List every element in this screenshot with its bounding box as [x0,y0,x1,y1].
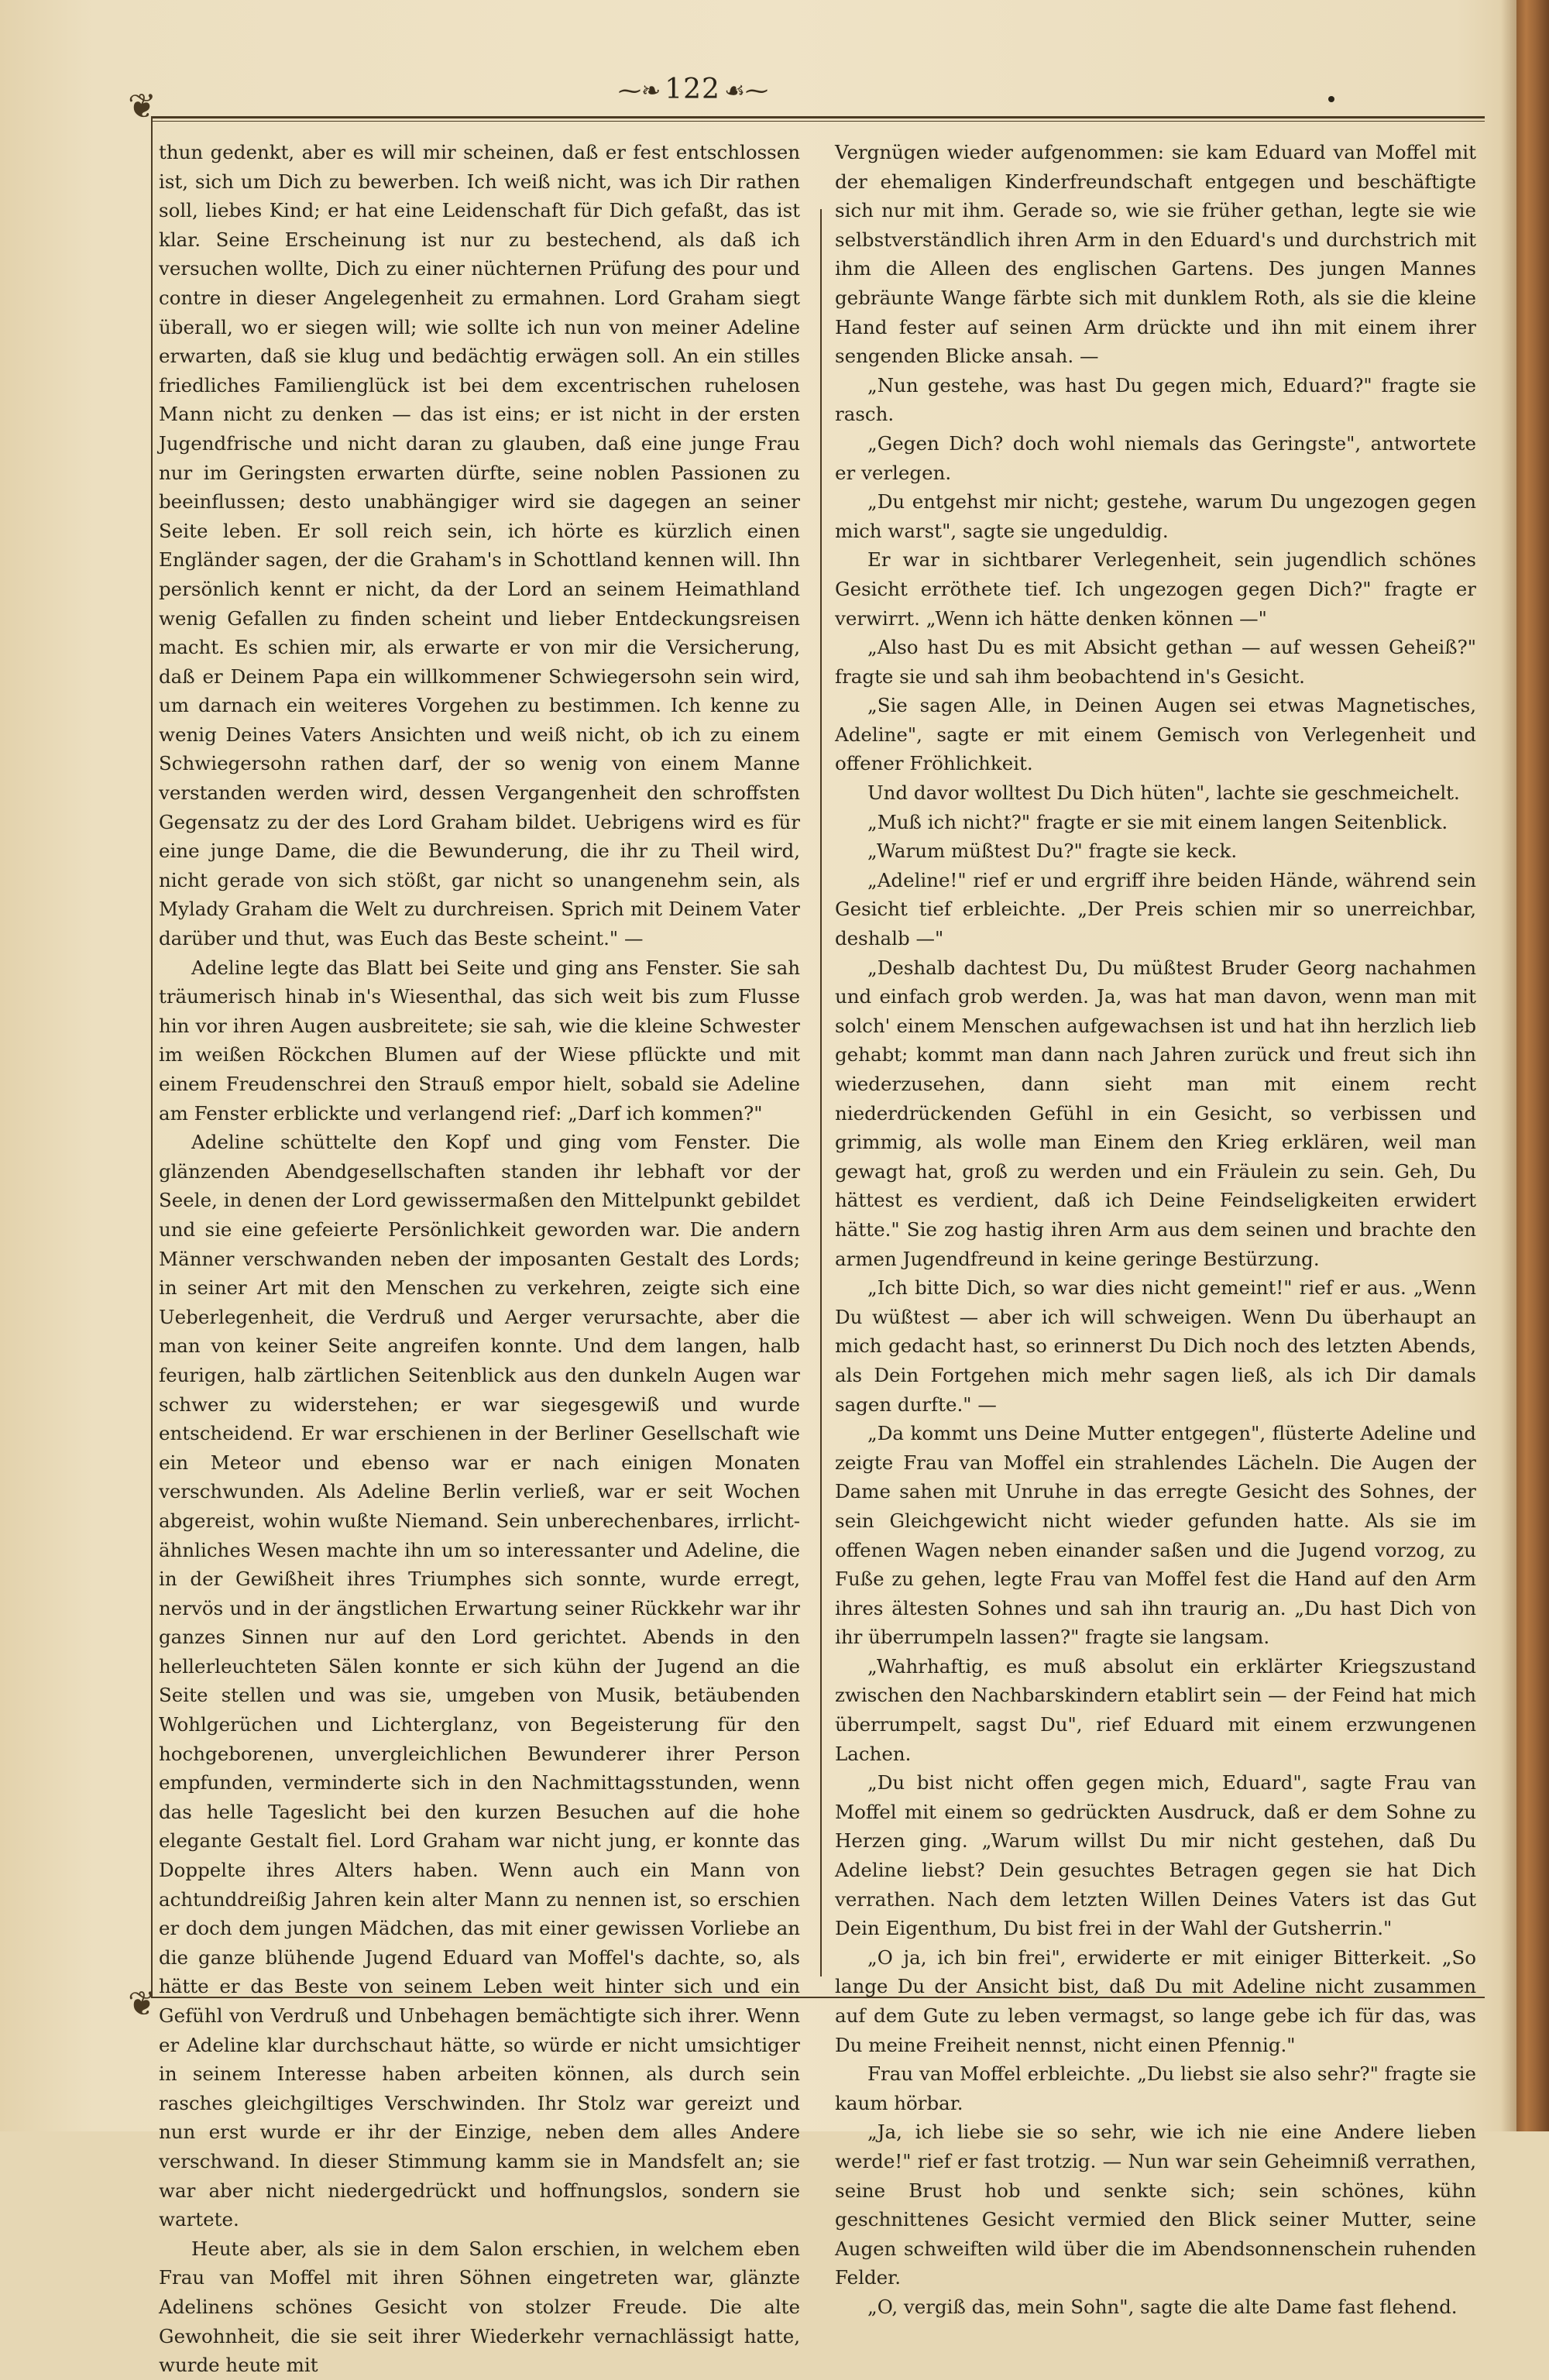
paragraph: „Also hast Du es mit Absicht gethan — auf wessen Geheiß?" fragte sie und sah ihm beobachtend in's Gesicht. [835,636,1476,688]
top-rule [151,116,1485,118]
binding-shadow [1501,0,1516,2131]
paragraph: „Warum müßtest Du?" fragte sie keck. [867,840,1238,863]
paragraph: „Wahrhaftig, es muß absolut ein erklärter Kriegszustand zwischen den Nachbarskindern etablirt sein — der Feind hat mich überrumpelt, sagst Du", rief Eduard mit einem erzwungenen Lachen. [835,1654,1476,1765]
paragraph: „Du bist nicht offen gegen mich, Eduard", sagte Frau van Moffel mit einem so gedrückten Ausdruck, daß er dem Sohne zu Herzen ging. „Warum willst Du mir nicht gestehen, daß Du Adeline liebst? Dein gesuchtes Betragen gegen sie hat Dich verrathen. Nach dem letzten Willen Deines Vaters ist das Gut Dein Eigenthum, Du bist frei in der Wahl der Gutsherrin." [835,1771,1476,1940]
page-header [577,74,809,105]
paragraph: „Ja, ich liebe sie so sehr, wie ich nie eine Andere lieben werde!" rief er fast trotzig. — Nun war sein Geheimniß verrathen, seine Brust hob und senkte sich; sein schönes, kühn geschnittenes Gesicht vermied den Blick seiner Mutter, seine Augen schweiften wild über die im Abendsonnenschein ruhenden Felder. [835,2121,1476,2289]
book-binding [1516,0,1549,2131]
left-rule [151,116,153,1998]
paragraph: „Gegen Dich? doch wohl niemals das Geringste", antwortete er verlegen. [835,431,1476,484]
paragraph: „Sie sagen Alle, in Deinen Augen sei etwas Magnetisches, Adeline", sagte er mit einem Gemisch von Verlegenheit und offener Fröhlichkeit. [835,694,1476,775]
paragraph: Adeline legte das Blatt bei Seite und ging ans Fenster. Sie sah träumerisch hinab in's Wiesenthal, das sich weit bis zum Flusse hin vor ihren Augen ausbreitete; sie sah, wie die kleine Schwester im weißen Röckchen Blumen auf der Wiese pflückte und mit einem Freudenschrei den Strauß empor hielt, sobald sie Adeline am Fenster erblickte und verlangend rief: „Darf ich kommen?" [159,956,800,1125]
paragraph: „O, vergiß das, mein Sohn", sagte die alte Dame fast flehend. [867,2295,1458,2318]
paragraph: Adeline schüttelte den Kopf und ging vom Fenster. Die glänzenden Abendgesellschaften standen ihr lebhaft vor der Seele, in denen der Lord gewissermaßen den Mittelpunkt gebildet und sie eine gefeierte Persönlichkeit geworden war. Die andern Männer verschwanden neben der imposanten Gestalt des Lords; in seiner Art mit den Menschen zu verkehren, zeigte sich eine Ueberlegenheit, die Verdruß und Aerger verursachte, aber die man von keiner Seite angreifen konnte. Und dem langen, halb feurigen, halb zärtlichen Seitenblick aus den dunkeln Augen war schwer zu widerstehen; er war siegesgewiß und wurde entscheidend. Er war erschienen in der Berliner Gesellschaft wie ein Meteor und ebenso war er nach einigen Monaten verschwunden. Als Adeline Berlin verließ, war er seit Wochen abgereist, wohin wußte Niemand. Sein unberechenbares, irrlicht-ähnliches Wesen machte ihn um so interessanter und Adeline, die in der Gewißheit ihres Triumphes sich sonnte, wurde erregt, nervös und in der ängstlichen Erwartung seiner Rückkehr war ihr ganzes Sinnen nur auf den Lord gerichtet. Abends in den hellerleuchteten Sälen konnte er sich kühn der Jugend an die Seite stellen und was sie, umgeben von Musik, betäubenden Wohlgerüchen und Lichterglanz, von Begeisterung für den hochgeborenen, unvergleichlichen Bewunderer ihrer Person empfunden, verminderte sich in den Nachmittagsstunden, wenn das helle Tageslicht bei den kurzen Besuchen auf die hohe elegante Gestalt fiel. Lord Graham war nicht jung, er konnte das Doppelte ihres Alters haben. Wenn auch ein Mann von achtunddreißig Jahren kein alter Mann zu nennen ist, so erschien er doch dem jungen Mädchen, das mit einer gewissen Vorliebe an die ganze blühende Jugend Eduard van Moffel's dachte, so, als hätte er das Beste von seinem Leben weit hinter sich und ein Gefühl von Verdruß und Unbehagen bemächtigte sich ihrer. Wenn er Adeline klar durchschaut hätte, so würde er nicht umsichtiger in seinem Interesse haben arbeiten können, als durch sein rasches gleichgiltiges Verschwinden. Ihr Stolz war gereizt und nun erst wurde er ihr der Einzige, neben dem alles Andere verschwand. In dieser Stimmung kamm sie in Mandsfelt an; sie war aber nicht niedergedrückt und hoffnungslos, sondern sie wartete. [159,1131,800,2231]
paragraph: thun gedenkt, aber es will mir scheinen, daß er fest entschlossen ist, sich um Dich zu bewerben. Ich weiß nicht, was ich Dir rathen soll, liebes Kind; er hat eine Leidenschaft für Dich gefaßt, das ist klar. Seine Erscheinung ist nur zu bestechend, als daß ich versuchen wollte, Dich zu einer nüchternen Prüfung des pour und contre in dieser Angelegenheit zu ermahnen. Lord Graham siegt überall, wo er siegen will; wie sollte ich nun von meiner Adeline erwarten, daß sie klug und bedächtig erwägen soll. An ein stilles friedliches Familienglück ist bei dem excentrischen ruhelosen Mann nicht zu denken — das ist eins; er ist nicht in der ersten Jugendfrische und nicht daran zu glauben, daß eine junge Frau nur im Geringsten erwarten dürfte, seine noblen Passionen zu beeinflussen; desto unabhängiger wird sie dagegen an seiner Seite leben. Er soll reich sein, ich hörte es kürzlich einen Engländer sagen, der die Graham's in Schottland kennen will. Ihn persönlich kennt er nicht, da der Lord an seinem Heimathland wenig Gefallen zu finden scheint und lieber Entdeckungsreisen macht. Es schien mir, als erwarte er von mir die Versicherung, daß er Deinem Papa ein willkommener Schwiegersohn sein wird, um darnach ein weiteres Vorgehen zu bestimmen. Ich kenne zu wenig Deines Vaters Ansichten und weiß nicht, ob ich zu einem Schwiegersohn rathen darf, der so wenig von einem Manne verstanden werden wird, dessen Vergangenheit den schroffsten Gegensatz zu der des Lord Graham bildet. Uebrigens wird es für eine junge Dame, die die Bewunderung, die ihr zu Theil wird, nicht gerade von sich stößt, gar nicht so unangenehm sein, als Mylady Graham die Welt zu durchreisen. Sprich mit Deinem Vater darüber und thut, was Euch das Beste scheint." — [159,141,800,950]
top-rule-thin [151,121,1485,122]
left-column [159,138,800,2380]
paragraph: Er war in sichtbarer Verlegenheit, sein jugendlich schönes Gesicht erröthete tief. Ich ungezogen gegen Dich?" fragte er verwirrt. „Wenn ich hätte denken können —" [835,548,1476,630]
page-number: 122 [665,74,720,105]
paragraph: „Da kommt uns Deine Mutter entgegen", flüsterte Adeline und zeigte Frau van Moffel ein strahlendes Lächeln. Die Augen der Dame sahen mit Unruhe in das erregte Gesicht des Sohnes, der sein Gleichgewicht nicht wieder gefunden hatte. Als sie im offenen Wagen neben einander saßen und die Jugend vorzog, zu Fuße zu gehen, legte Frau van Moffel fest die Hand auf den Arm ihres ältesten Sohnes und sah ihn traurig an. „Du hast Dich von ihr überrumpeln lassen?" fragte sie langsam. [835,1422,1476,1649]
paragraph: „Muß ich nicht?" fragte er sie mit einem langen Seitenblick. [867,810,1448,833]
header-dot [1328,96,1334,102]
column-divider [820,209,822,1976]
ornament-right-icon: ☙⁓ [724,77,768,105]
paragraph: „Deshalb dachtest Du, Du müßtest Bruder Georg nachahmen und einfach grob werden. Ja, was hat man davon, wenn man mit solch' einem Menschen aufgewachsen ist und hat ihn herzlich lieb gehabt; kommt man dann nach Jahren zurück und freut sich ihn wiederzusehen, dann sieht man mit einem recht niederdrückenden Gefühl in ein Gesicht, so verbissen und grimmig, als wolle man Einem den Krieg erklären, weil man gewagt hat, groß zu werden und ein Fräulein zu sein. Geh, Du hättest es verdient, daß ich Deine Feindseligkeiten erwidert hätte." Sie zog hastig ihren Arm aus dem seinen und brachte den armen Jugendfreund in keine geringe Bestürzung. [835,956,1476,1270]
corner-ornament-bottom-icon: ❦ [128,1984,156,2024]
paragraph: Und davor wolltest Du Dich hüten", lachte sie geschmeichelt. [867,781,1460,805]
corner-ornament-top-icon: ❦ [128,87,156,126]
paragraph: „O ja, ich bin frei", erwiderte er mit einiger Bitterkeit. „So lange Du der Ansicht bist, daß Du mit Adeline nicht zusammen auf dem Gute zu leben vermagst, so lange gebe ich für das, was Du meine Freiheit nennst, nicht einen Pfennig." [835,1946,1476,2056]
paragraph: „Nun gestehe, was hast Du gegen mich, Eduard?" fragte sie rasch. [835,373,1476,426]
paragraph: „Ich bitte Dich, so war dies nicht gemeint!" rief er aus. „Wenn Du wüßtest — aber ich will schweigen. Wenn Du überhaupt an mich gedacht hast, so erinnerst Du Dich noch des letzten Abends, als Dein Fortgehen mich mehr sagen ließ, als ich Dir damals sagen durfte." — [835,1276,1476,1416]
paragraph: „Du entgehst mir nicht; gestehe, warum Du ungezogen gegen mich warst", sagte sie ungeduldig. [835,490,1476,542]
ornament-left-icon: ⁓❧ [618,77,661,105]
paragraph: Frau van Moffel erbleichte. „Du liebst sie also sehr?" fragte sie kaum hörbar. [835,2062,1476,2114]
paragraph: Heute aber, als sie in dem Salon erschien, in welchem eben Frau van Moffel mit ihren Söhnen eingetreten war, glänzte Adelinens schönes Gesicht von stolzer Freude. Die alte Gewohnheit, die sie seit ihrer Wiederkehr vernachlässigt hatte, wurde heute mit [159,2237,800,2377]
right-column [835,138,1476,2322]
paragraph: Vergnügen wieder aufgenommen: sie kam Eduard van Moffel mit der ehemaligen Kinderfreundschaft entgegen und beschäftigte sich nur mit ihm. Gerade so, wie sie früher gethan, legte sie wie selbstverständlich ihren Arm in den Eduard's und durchstrich mit ihm die Alleen des englischen Gartens. Des jungen Mannes gebräunte Wange färbte sich mit dunklem Roth, als sie die kleine Hand fester auf seinen Arm drückte und ihn mit einem ihrer sengenden Blicke ansah. — [835,141,1476,368]
paragraph: „Adeline!" rief er und ergriff ihre beiden Hände, während sein Gesicht tief erbleichte. „Der Preis schien mir so unerreichbar, deshalb —" [835,868,1476,950]
